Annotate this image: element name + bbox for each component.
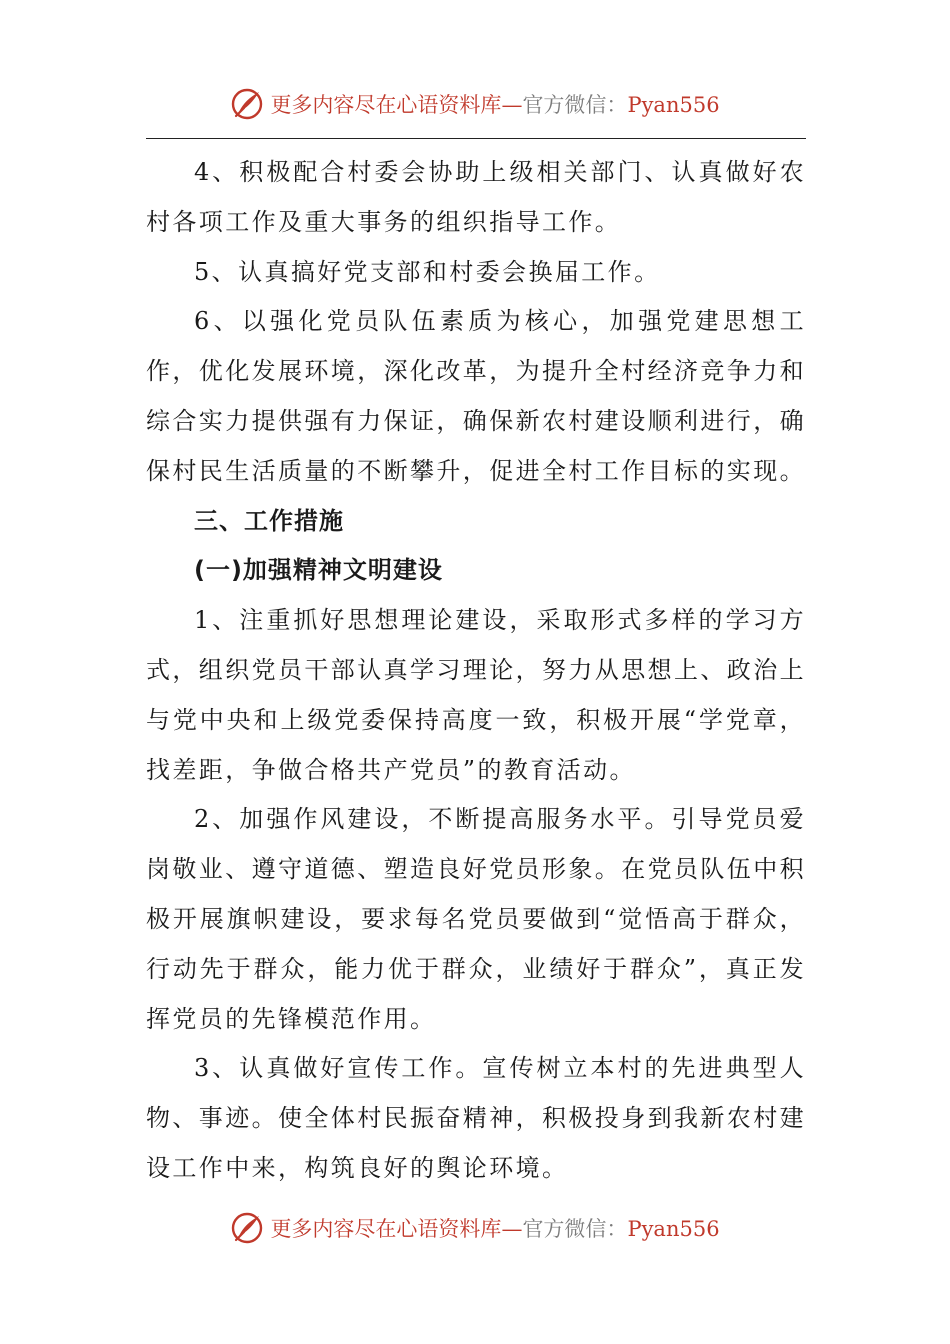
brand-name: 更多内容尽在心语资料库: [270, 93, 502, 117]
document-body: [146, 148, 806, 1194]
header-divider: [146, 138, 806, 139]
paragraph-item-4: 4、积极配合村委会协助上级相关部门、认真做好农村各项工作及重大事务的组织指导工作。: [146, 158, 806, 236]
section-heading: 三、工作措施: [194, 506, 344, 535]
wechat-id: Pyan556: [627, 1217, 720, 1241]
feather-quill-logo-icon: [230, 1211, 264, 1245]
paragraph-item-6: 6、以强化党员队伍素质为核心，加强党建思想工作，优化发展环境，深化改革，为提升全村经济竞争力和综合实力提供强有力保证，确保新农村建设顺利进行，确保村民生活质量的不断攀升，促进全村工作目标的实现。: [146, 307, 806, 485]
banner-separator: —: [501, 1217, 523, 1241]
banner-text: [270, 1213, 719, 1243]
banner-separator: —: [501, 93, 523, 117]
footer-banner: [0, 1208, 950, 1248]
banner-text: [270, 89, 719, 119]
brand-name: 更多内容尽在心语资料库: [270, 1217, 502, 1241]
paragraph-measure-3: 3、认真做好宣传工作。宣传树立本村的先进典型人物、事迹。使全体村民振奋精神，积极投身到我新农村建设工作中来，构筑良好的舆论环境。: [146, 1054, 806, 1182]
feather-quill-logo-icon: [230, 87, 264, 121]
paragraph-measure-2: 2、加强作风建设，不断提高服务水平。引导党员爱岗敬业、遵守道德、塑造良好党员形象。在党员队伍中积极开展旗帜建设，要求每名党员要做到“觉悟高于群众，行动先于群众，能力优于群众，业绩好于群众”，真正发挥党员的先锋模范作用。: [146, 805, 806, 1033]
wechat-label: 官方微信：: [522, 1217, 628, 1241]
paragraph-item-5: 5、认真搞好党支部和村委会换届工作。: [194, 257, 661, 286]
header-banner: [0, 84, 950, 124]
paragraph-measure-1: 1、注重抓好思想理论建设，采取形式多样的学习方式，组织党员干部认真学习理论，努力从思想上、政治上与党中央和上级党委保持高度一致，积极开展“学党章，找差距，争做合格共产党员”的教育活动。: [146, 606, 806, 784]
wechat-id: Pyan556: [627, 93, 720, 117]
wechat-label: 官方微信：: [522, 93, 628, 117]
subsection-heading: (一)加强精神文明建设: [194, 556, 443, 585]
